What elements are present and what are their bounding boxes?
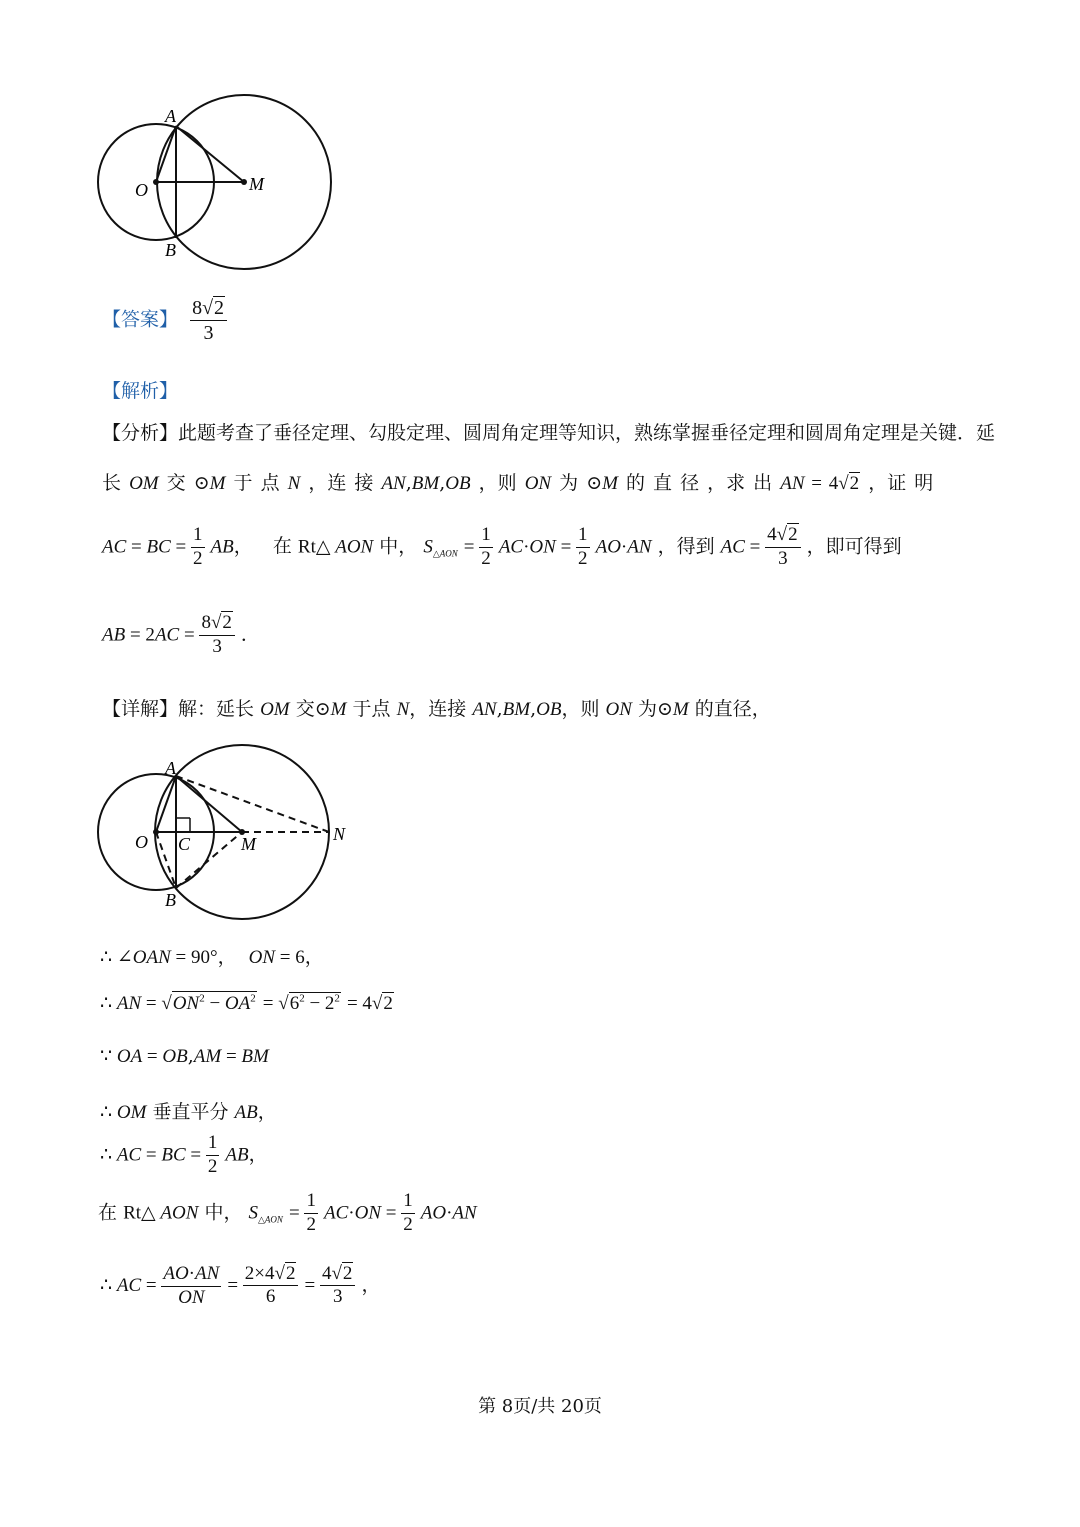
step-5: ∴ AC = BC = $\frac{1}{2}$ AB， (100, 1132, 268, 1177)
label-B: B (165, 890, 176, 910)
label-O: O (135, 180, 148, 200)
analysis-line-1: 【分析】此题考查了垂径定理、勾股定理、圆周角定理等知识，熟练掌握垂径定理和圆周角定理是关键．延 (102, 422, 996, 444)
analysis-line-3: AC = BC = $\frac{1}{2}$ AB， 在 Rt△ AON 中， $S_{\triangle AON}$ = $\frac{1}{2}$ AC·ON = $\frac{1}{2}$ AO·AN ，得到 AC = $\frac{4√2}{3}$ ，即可得到 (102, 524, 902, 569)
label-A: A (165, 106, 176, 126)
label-M: M (249, 174, 264, 194)
analysis-label: 【解析】 (102, 380, 179, 402)
detail-line-1: 【详解】解：延长 OM 交⊙M 于点 N，连接 AN,BM,OB，则 ON 为⊙M 的直径， (102, 698, 771, 720)
step-4: ∴ OM 垂直平分 AB， (100, 1101, 277, 1123)
answer-label: 【答案】 (102, 308, 179, 331)
step-1: ∴ ∠OAN = 90°， ON = 6， (100, 947, 324, 968)
label-B: B (165, 240, 176, 260)
geometry-figure-1 (90, 90, 350, 270)
step-2: ∴ AN = $√ON^2 - OA^2 = √6^2 - 2^2 = 4√2$ (100, 992, 393, 1014)
answer-row: 【答案】 $\frac{8√2}{3}$ (102, 296, 227, 345)
step-3: ∵ OA = OB,AM = BM (100, 1045, 269, 1067)
label-O: O (135, 832, 148, 852)
label-A: A (165, 758, 176, 778)
label-N: N (333, 824, 346, 844)
label-M: M (241, 834, 256, 854)
analysis-line-4: AB = 2AC = $\frac{8√2}{3}$ ． (102, 612, 260, 657)
step-6: 在 Rt△ AON 中， $S_{\triangle AON}$ = $\frac{1}{2}$ AC·ON = $\frac{1}{2}$ AO·AN (98, 1190, 477, 1235)
label-C: C (178, 834, 191, 854)
geometry-figure-2 (90, 740, 380, 920)
step-7: ∴ AC = $\frac{AO\cdot AN}{ON}$ = $\frac{2\times 4√2}{6}$ = $\frac{4√2}{3}$ ， (100, 1262, 381, 1308)
page-footer: 第 8页/共 20页 (478, 1396, 602, 1417)
analysis-line-2: 长 OM 交 ⊙M 于 点 N ，连 接 AN,BM,OB ，则 ON 为 ⊙M 的 直 径 ，求 出 AN = 4√2 ，证 明 (102, 472, 934, 494)
